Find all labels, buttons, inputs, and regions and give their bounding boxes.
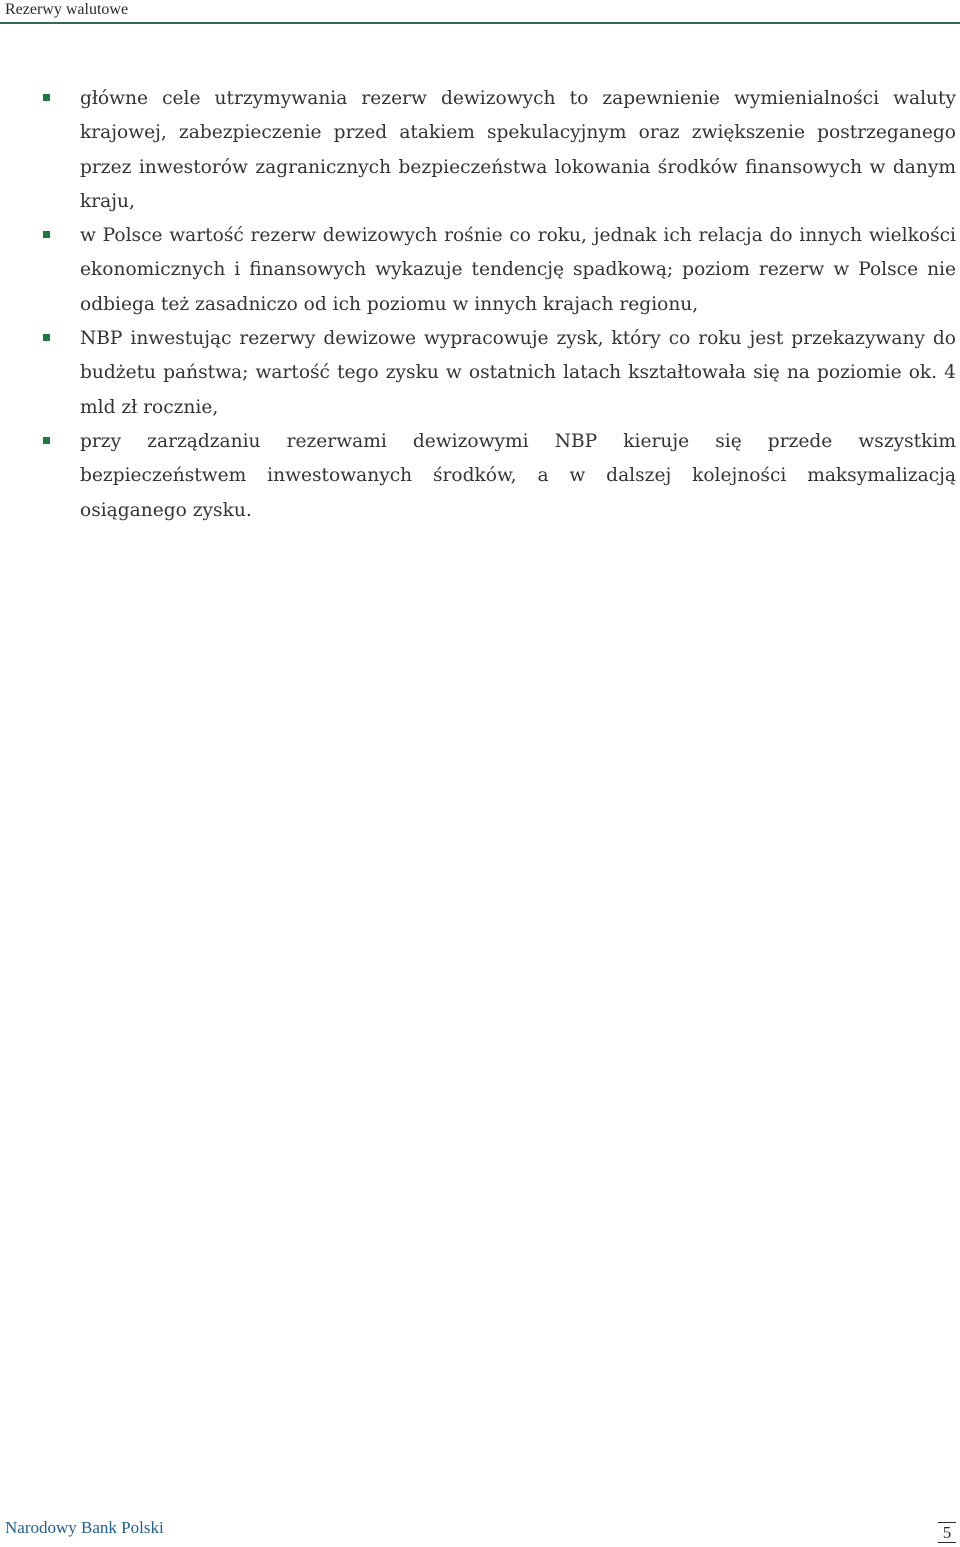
list-item <box>0 219 960 322</box>
square-bullet-icon <box>43 231 50 238</box>
bullet-list <box>0 82 960 528</box>
list-item <box>0 425 960 528</box>
list-item-text: główne cele utrzymywania rezerw dewizowych to zapewnienie wymienialności waluty krajowej, zabezpieczenie przed atakiem spekulacyjnym oraz zwiększenie postrzeganego przez inwestorów zagranicznych bezpieczeństwa lokowania środków finansowych w danym kraju, <box>80 88 956 212</box>
header-rule <box>0 22 960 24</box>
page-number: 5 <box>938 1522 956 1543</box>
list-item-text: NBP inwestując rezerwy dewizowe wypracowuje zysk, który co roku jest przekazywany do budżetu państwa; wartość tego zysku w ostatnich latach kształtowała się na poziomie ok. 4 mld zł rocznie, <box>80 328 956 418</box>
list-item-text: w Polsce wartość rezerw dewizowych rośnie co roku, jednak ich relacja do innych wielkości ekonomicznych i finansowych wykazuje tendencję spadkową; poziom rezerw w Polsce nie odbiega też zasadniczo od ich poziomu w innych krajach regionu, <box>80 225 956 315</box>
page-footer <box>0 1500 960 1547</box>
square-bullet-icon <box>43 94 50 101</box>
page-header <box>0 0 960 26</box>
footer-bank-name: Narodowy Bank Polski <box>5 1518 164 1537</box>
list-item <box>0 322 960 425</box>
square-bullet-icon <box>43 437 50 444</box>
square-bullet-icon <box>43 334 50 341</box>
header-title: Rezerwy walutowe <box>5 1 129 18</box>
list-item <box>0 82 960 219</box>
list-item-text: przy zarządzaniu rezerwami dewizowymi NBP kieruje się przede wszystkim bezpieczeństwem inwestowanych środków, a w dalszej kolejności maksymalizacją osiąganego zysku. <box>80 430 956 521</box>
